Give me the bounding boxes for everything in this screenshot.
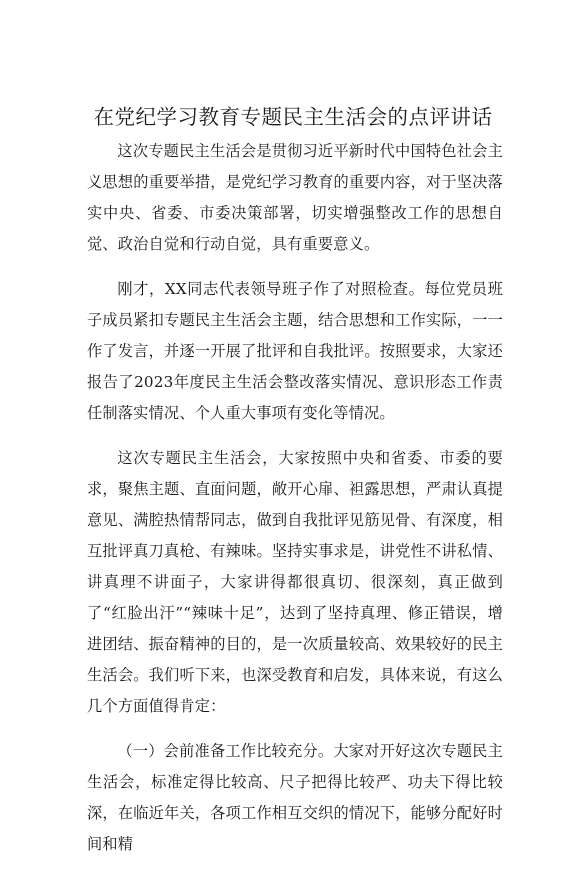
paragraph-4: （一）会前准备工作比较充分。大家对开好这次专题民主生活会，标准定得比较高、尺子把得比较严、功夫下得比较深，在临近年关，各项工作相互交织的情况下，能够分配好时间和精 bbox=[87, 742, 503, 853]
document-body bbox=[87, 136, 503, 874]
paragraph-1: 这次专题民主生活会是贯彻习近平新时代中国特色社会主义思想的重要举措，是党纪学习教育的重要内容，对于坚决落实中央、省委、市委决策部署，切实增强整改工作的思想自觉、政治自觉和行动自觉，具有重要意义。 bbox=[87, 142, 503, 253]
paragraph-3: 这次专题民主生活会，大家按照中央和省委、市委的要求，聚焦主题、直面问题，敞开心扉、袒露思想，严肃认真提意见、满腔热情帮同志，做到自我批评见筋见骨、有深度，相互批评真刀真枪、有辣味。坚持实事求是，讲党性不讲私情、讲真理不讲面子，大家讲得都很真切、很深刻，真正做到了“红脸出汗”“辣味十足”，达到了坚持真理、修正错误，增进团结、振奋精神的目的，是一次质量较高、效果较好的民主生活会。我们听下来，也深受教育和启发，具体来说，有这么几个方面值得肯定： bbox=[87, 449, 503, 715]
document-title: 在党纪学习教育专题民主生活会的点评讲话 bbox=[93, 105, 493, 129]
paragraph-2: 刚才，XX同志代表领导班子作了对照检查。每位党员班子成员紧扣专题民主生活会主题，结合思想和工作实际，一一作了发言，并逐一开展了批评和自我批评。按照要求，大家还报告了2023年度民主生活会整改落实情况、意识形态工作责任制落实情况、个人重大事项有变化等情况。 bbox=[87, 280, 503, 422]
